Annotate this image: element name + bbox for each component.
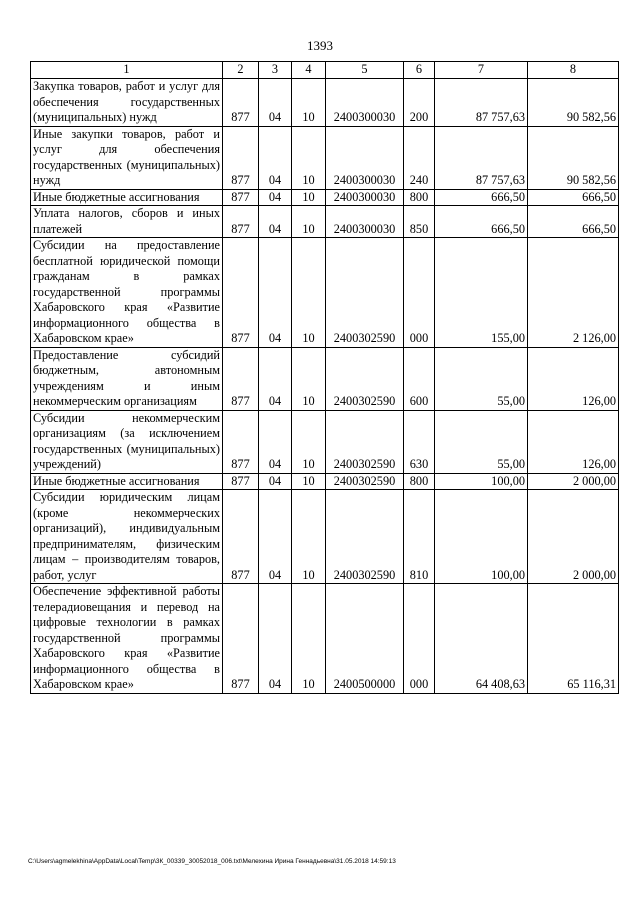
cell-section: 04	[259, 189, 292, 206]
cell-subsection: 10	[292, 347, 326, 410]
cell-expense-type: 800	[404, 189, 435, 206]
cell-target-article: 2400302590	[326, 410, 404, 473]
cell-amount-2020: 90 582,56	[528, 126, 619, 189]
cell-amount-2020: 2 000,00	[528, 473, 619, 490]
row-name: Иные бюджетные ассигнования	[31, 189, 223, 206]
cell-amount-2019: 87 757,63	[435, 79, 528, 127]
cell-subsection: 10	[292, 410, 326, 473]
cell-section: 04	[259, 206, 292, 238]
cell-target-article: 2400300030	[326, 79, 404, 127]
cell-target-article: 2400300030	[326, 206, 404, 238]
cell-amount-2019: 55,00	[435, 410, 528, 473]
cell-section: 04	[259, 584, 292, 694]
cell-admin-code: 877	[223, 410, 259, 473]
cell-section: 04	[259, 347, 292, 410]
row-name: Предоставление субсидий бюджетным, автономным учреждениям и иным некоммерческим организациям	[31, 347, 223, 410]
cell-amount-2020: 65 116,31	[528, 584, 619, 694]
cell-admin-code: 877	[223, 189, 259, 206]
column-header: 4	[292, 62, 326, 79]
cell-admin-code: 877	[223, 79, 259, 127]
table-row	[31, 490, 619, 584]
column-header: 1	[31, 62, 223, 79]
row-name: Закупка товаров, работ и услуг для обеспечения государственных (муниципальных) нужд	[31, 79, 223, 127]
cell-expense-type: 850	[404, 206, 435, 238]
cell-target-article: 2400302590	[326, 473, 404, 490]
cell-section: 04	[259, 473, 292, 490]
cell-admin-code: 877	[223, 473, 259, 490]
row-name: Субсидии некоммерческим организациям (за исключением государственных (муниципальных) учреждений)	[31, 410, 223, 473]
cell-amount-2020: 2 126,00	[528, 238, 619, 348]
row-name: Уплата налогов, сборов и иных платежей	[31, 206, 223, 238]
cell-amount-2020: 2 000,00	[528, 490, 619, 584]
cell-section: 04	[259, 410, 292, 473]
row-name: Обеспечение эффективной работы телерадиовещания и перевод на цифровые технологии в рамках государственной программы Хабаровского края «Развитие информационного общества в Хабаровском крае»	[31, 584, 223, 694]
cell-amount-2019: 64 408,63	[435, 584, 528, 694]
cell-section: 04	[259, 238, 292, 348]
cell-admin-code: 877	[223, 126, 259, 189]
cell-amount-2019: 155,00	[435, 238, 528, 348]
cell-expense-type: 000	[404, 584, 435, 694]
cell-target-article: 2400302590	[326, 347, 404, 410]
column-header: 2	[223, 62, 259, 79]
cell-expense-type: 630	[404, 410, 435, 473]
row-name: Иные бюджетные ассигнования	[31, 473, 223, 490]
column-header: 5	[326, 62, 404, 79]
cell-subsection: 10	[292, 584, 326, 694]
cell-amount-2020: 90 582,56	[528, 79, 619, 127]
cell-amount-2019: 100,00	[435, 473, 528, 490]
table-row	[31, 473, 619, 490]
cell-subsection: 10	[292, 126, 326, 189]
table-row	[31, 584, 619, 694]
cell-admin-code: 877	[223, 347, 259, 410]
cell-amount-2019: 87 757,63	[435, 126, 528, 189]
table-row	[31, 189, 619, 206]
cell-amount-2020: 666,50	[528, 189, 619, 206]
cell-section: 04	[259, 79, 292, 127]
column-header: 7	[435, 62, 528, 79]
cell-amount-2020: 666,50	[528, 206, 619, 238]
cell-amount-2019: 55,00	[435, 347, 528, 410]
column-header: 3	[259, 62, 292, 79]
cell-expense-type: 000	[404, 238, 435, 348]
row-name: Субсидии юридическим лицам (кроме некоммерческих организаций), индивидуальным предпринимателям, физическим лицам – производителям товаров, работ, услуг	[31, 490, 223, 584]
table-row	[31, 238, 619, 348]
cell-section: 04	[259, 490, 292, 584]
table-row	[31, 206, 619, 238]
cell-admin-code: 877	[223, 584, 259, 694]
cell-amount-2020: 126,00	[528, 410, 619, 473]
cell-expense-type: 200	[404, 79, 435, 127]
cell-subsection: 10	[292, 238, 326, 348]
table-row	[31, 126, 619, 189]
file-path-footer: C:\Users\agmelekhina\AppData\Local\Temp\3К_00339_30052018_006.txt\Мелехина Ирина Геннадьевна\31.05.2018 14:59:13	[28, 858, 396, 865]
cell-target-article: 2400300030	[326, 189, 404, 206]
cell-amount-2019: 100,00	[435, 490, 528, 584]
cell-admin-code: 877	[223, 490, 259, 584]
cell-section: 04	[259, 126, 292, 189]
page-number: 1393	[307, 38, 333, 53]
cell-admin-code: 877	[223, 206, 259, 238]
column-header: 8	[528, 62, 619, 79]
cell-expense-type: 600	[404, 347, 435, 410]
table-row	[31, 79, 619, 127]
cell-amount-2019: 666,50	[435, 189, 528, 206]
cell-expense-type: 810	[404, 490, 435, 584]
cell-target-article: 2400302590	[326, 238, 404, 348]
cell-target-article: 2400500000	[326, 584, 404, 694]
cell-expense-type: 800	[404, 473, 435, 490]
table-row	[31, 347, 619, 410]
cell-subsection: 10	[292, 189, 326, 206]
budget-table	[30, 61, 619, 694]
cell-amount-2020: 126,00	[528, 347, 619, 410]
table-header-row	[31, 62, 619, 79]
row-name: Иные закупки товаров, работ и услуг для обеспечения государственных (муниципальных) нужд	[31, 126, 223, 189]
cell-expense-type: 240	[404, 126, 435, 189]
cell-amount-2019: 666,50	[435, 206, 528, 238]
cell-subsection: 10	[292, 473, 326, 490]
cell-subsection: 10	[292, 79, 326, 127]
cell-target-article: 2400300030	[326, 126, 404, 189]
cell-target-article: 2400302590	[326, 490, 404, 584]
row-name: Субсидии на предоставление бесплатной юридической помощи гражданам в рамках государственной программы Хабаровского края «Развитие информационного общества в Хабаровском крае»	[31, 238, 223, 348]
cell-subsection: 10	[292, 490, 326, 584]
cell-admin-code: 877	[223, 238, 259, 348]
cell-subsection: 10	[292, 206, 326, 238]
column-header: 6	[404, 62, 435, 79]
table-row	[31, 410, 619, 473]
